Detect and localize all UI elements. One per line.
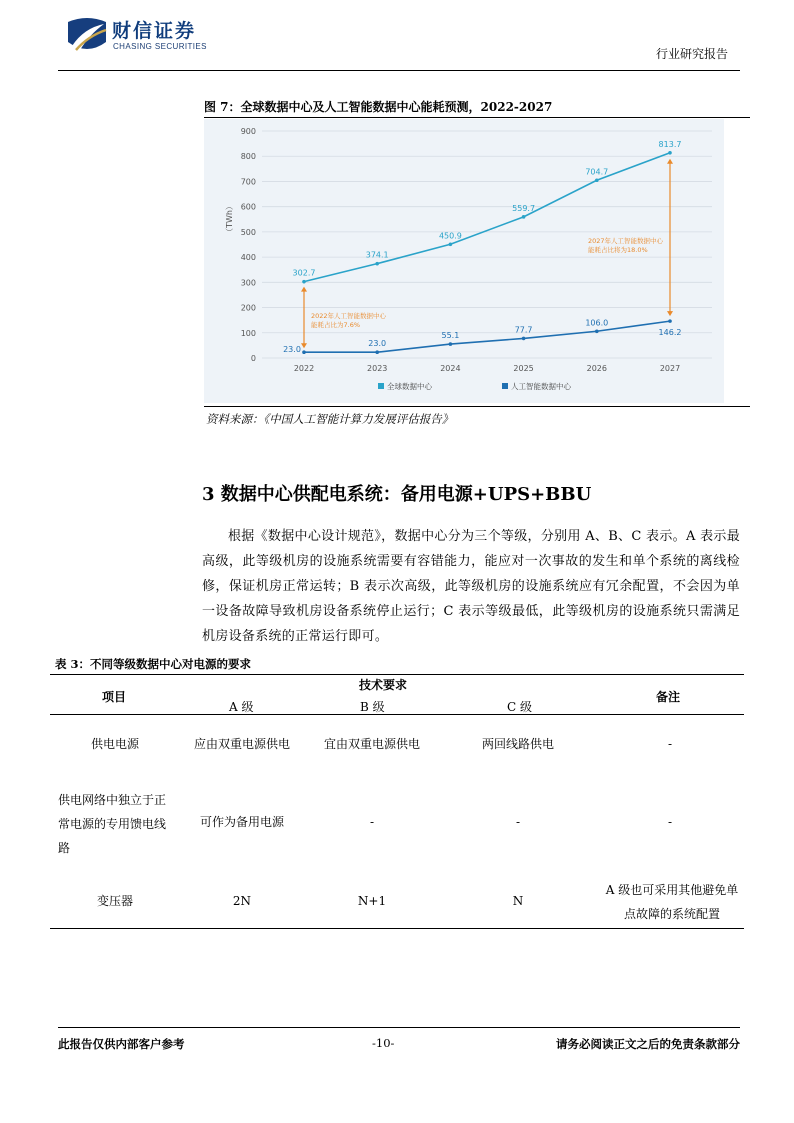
data-label: 374.1 <box>365 250 389 260</box>
figure-top-rule <box>204 117 750 118</box>
y-tick-label: 900 <box>240 127 256 136</box>
table-cell-c: - <box>515 815 521 829</box>
table-header-b: B 级 <box>360 700 385 714</box>
data-point <box>522 337 526 341</box>
data-label: 450.9 <box>438 231 462 241</box>
table-cell-item: 供电电源 <box>90 737 139 751</box>
paragraph-text: 根据《数据中心设计规范》，数据中心分为三个等级，分别用 A、B、C 表示。A 表示最高级，此等级机房的设施系统需要有容错能力，能应对一次事故的发生和单个系统的离线检修，保证机房正常运转；B 表示次高级，此等级机房的设施系统应有冗余配置，不会因为单一设备故障导致机房设备系统停止运行；C 表示等级最低，此等级机房的设施系统只需满足机房设备系统的正常运行即可。 <box>202 529 740 644</box>
data-point <box>449 242 453 246</box>
table-cell-b: 宜由双重电源供电 <box>323 737 420 751</box>
table-top-rule <box>50 674 744 675</box>
series-line-global <box>304 153 670 282</box>
table-cell-c: 两回线路供电 <box>481 737 554 751</box>
data-label: 55.1 <box>441 331 460 341</box>
data-point <box>522 215 526 219</box>
header-divider <box>58 70 740 71</box>
table-cell-a: 可作为备用电源 <box>199 815 284 829</box>
data-point <box>449 342 453 346</box>
annotation-text-2027: 2027年人工智能数据中心 <box>588 237 664 245</box>
x-tick-label: 2026 <box>586 364 607 373</box>
table-cell-note: A 级也可采用其他避免单点故障的系统配置 <box>605 883 739 921</box>
data-point <box>595 178 599 182</box>
data-label: 106.0 <box>585 318 609 328</box>
table-cell-a: 应由双重电源供电 <box>193 737 290 751</box>
y-tick-label: 600 <box>240 202 256 212</box>
data-label: 302.7 <box>292 268 316 278</box>
annotation-text-2022: 2022年人工智能数据中心 <box>311 312 387 320</box>
data-point <box>302 280 306 284</box>
table-title: 表 3：不同等级数据中心对电源的要求 <box>55 657 252 671</box>
data-point <box>375 262 379 266</box>
table-bottom-rule <box>50 928 744 929</box>
chart-container <box>204 119 724 403</box>
footer-divider <box>58 1027 740 1028</box>
company-name-cn: 财信证券 <box>112 20 197 42</box>
y-tick-label: 500 <box>240 227 256 237</box>
table-cell-note: - <box>667 815 673 829</box>
data-point <box>595 329 599 333</box>
table-header-rule <box>50 714 744 715</box>
doc-type-label: 行业研究报告 <box>655 47 728 61</box>
table-cell-item: 变压器 <box>96 894 133 908</box>
data-label: 23.0 <box>283 345 301 355</box>
table-cell-item: 供电网络中独立于正常电源的专用馈电线路 <box>58 793 167 855</box>
table-header-c: C 级 <box>507 700 532 714</box>
company-logo-icon <box>66 16 108 56</box>
data-point <box>375 350 379 354</box>
table-header-tech: 技术要求 <box>359 678 408 692</box>
annotation-arrow-2022-head-bottom <box>301 343 307 348</box>
figure-title: 图 7：全球数据中心及人工智能数据中心能耗预测，2022-2027 <box>204 100 553 114</box>
y-tick-label: 300 <box>240 278 256 288</box>
figure-source: 资料来源：《中国人工智能计算力发展评估报告》 <box>206 412 454 426</box>
figure-bottom-rule <box>204 406 750 407</box>
footer-disclaimer-left: 此报告仅供内部客户参考 <box>58 1037 185 1051</box>
data-label: 77.7 <box>514 325 533 335</box>
legend-swatch-global <box>378 383 384 389</box>
y-tick-label: 700 <box>240 177 256 187</box>
data-point <box>668 151 672 155</box>
annotation-arrow-2022-head-top <box>301 287 307 292</box>
y-tick-label: 100 <box>240 328 256 338</box>
table-cell-a: 2N <box>232 894 252 908</box>
x-tick-label: 2024 <box>440 364 461 373</box>
y-tick-label: 200 <box>240 303 256 313</box>
x-tick-label: 2027 <box>659 364 681 373</box>
y-tick-label: 400 <box>240 253 256 263</box>
table-cell-note: - <box>667 737 673 751</box>
section-heading: 3 数据中心供配电系统：备用电源+UPS+BBU <box>202 484 592 505</box>
company-name-en: CHASING SECURITIES <box>113 42 207 51</box>
y-axis-label: （TWh） <box>225 202 234 236</box>
data-label: 23.0 <box>368 339 387 349</box>
energy-consumption-chart <box>204 119 724 403</box>
y-tick-label: 800 <box>240 152 256 162</box>
table-cell-b: N+1 <box>357 894 387 908</box>
table-cell-b: - <box>369 815 375 829</box>
data-label: 704.7 <box>585 167 609 177</box>
data-label: 813.7 <box>658 139 682 149</box>
x-tick-label: 2023 <box>367 364 388 373</box>
data-label: 146.2 <box>658 328 682 338</box>
annotation-text-2027: 能耗占比将为18.0% <box>588 246 648 254</box>
y-tick-label: 0 <box>250 354 256 363</box>
table-header-item: 项目 <box>102 690 127 704</box>
legend-label-ai: 人工智能数据中心 <box>511 382 571 391</box>
data-point <box>302 350 306 354</box>
annotation-arrow-2027-head-bottom <box>667 311 673 316</box>
legend-swatch-ai <box>502 383 508 389</box>
page-number: -10- <box>372 1036 395 1050</box>
data-point <box>668 319 672 323</box>
footer-disclaimer-right: 请务必阅读正文之后的免责条款部分 <box>556 1037 740 1051</box>
annotation-arrow-2027-head-top <box>667 159 673 164</box>
annotation-text-2022: 能耗占比为7.6% <box>311 321 361 329</box>
table-cell-c: N <box>512 894 524 908</box>
table-header-note: 备注 <box>656 690 681 704</box>
data-label: 559.7 <box>512 203 536 213</box>
legend-label-global: 全球数据中心 <box>387 382 432 391</box>
table-header-a: A 级 <box>229 700 254 714</box>
body-paragraph <box>202 524 740 649</box>
x-tick-label: 2025 <box>513 364 534 373</box>
x-tick-label: 2022 <box>293 364 315 373</box>
